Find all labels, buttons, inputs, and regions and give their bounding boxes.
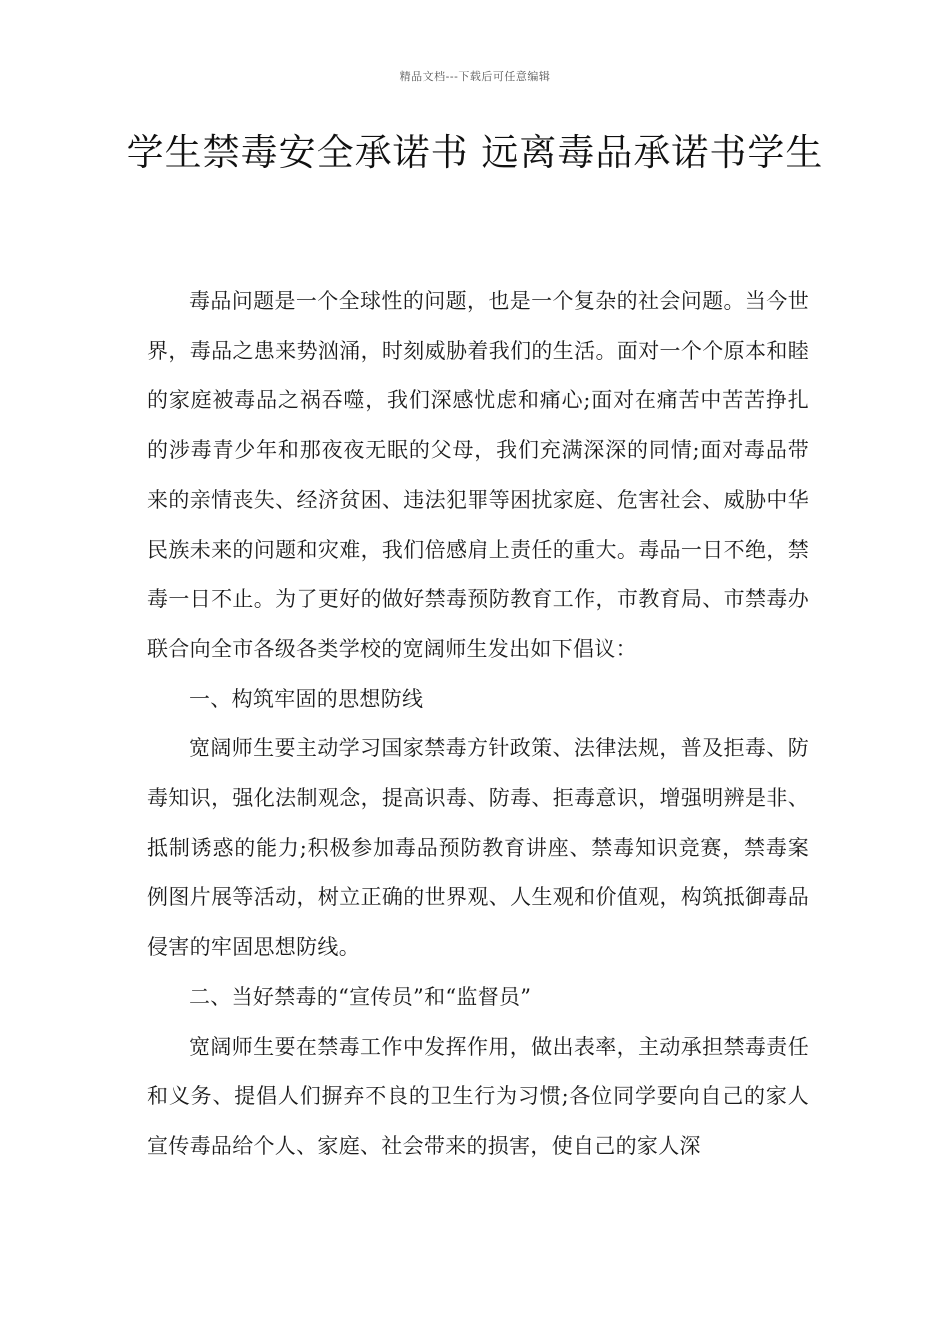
paragraph-intro: 毒品问题是一个全球性的问题，也是一个复杂的社会问题。当今世界，毒品之患来势汹涌，时刻威胁着我们的生活。面对一个个原本和睦的家庭被毒品之祸吞噬，我们深感忧虑和痛心;面对在痛苦中苦苦挣扎的涉毒青少年和那夜夜无眠的父母，我们充满深深的同情;面对毒品带来的亲情丧失、经济贫困、违法犯罪等困扰家庭、危害社会、威胁中华民族未来的问题和灾难，我们倍感肩上责任的重大。毒品一日不绝，禁毒一日不止。为了更好的做好禁毒预防教育工作，市教育局、市禁毒办联合向全市各级各类学校的宽阔师生发出如下倡议： (147, 289, 809, 661)
document-body (147, 277, 809, 1172)
header-note: 精品文档---下载后可任意编辑 (399, 70, 551, 83)
paragraph-section-2: 宽阔师生要在禁毒工作中发挥作用，做出表率，主动承担禁毒责任和义务、提倡人们摒弃不良的卫生行为习惯;各位同学要向自己的家人宣传毒品给个人、家庭、社会带来的损害，使自己的家人深 (147, 1034, 809, 1158)
document-title: 学生禁毒安全承诺书 远离毒品承诺书学生 (126, 131, 824, 174)
section-heading-2: 二、当好禁毒的“宣传员”和“监督员” (189, 984, 532, 1009)
section-heading-1: 一、构筑牢固的思想防线 (189, 686, 424, 711)
paragraph-section-1: 宽阔师生要主动学习国家禁毒方针政策、法律法规，普及拒毒、防毒知识，强化法制观念，提高识毒、防毒、拒毒意识，增强明辨是非、抵制诱惑的能力;积极参加毒品预防教育讲座、禁毒知识竞赛，禁毒案例图片展等活动，树立正确的世界观、人生观和价值观，构筑抵御毒品侵害的牢固思想防线。 (147, 736, 809, 960)
